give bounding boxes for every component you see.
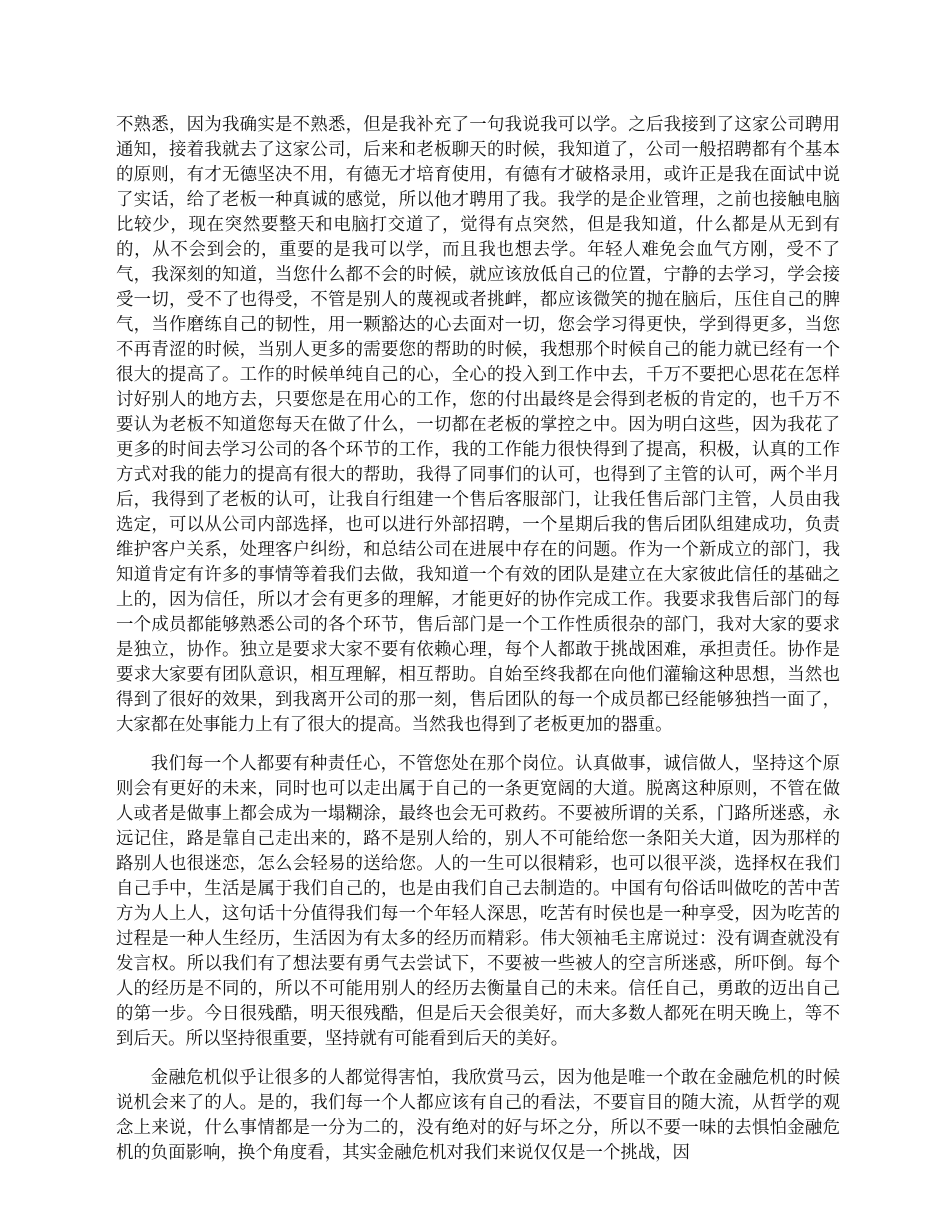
document-page xyxy=(116,113,840,1180)
paragraph-2: 我们每一个人都要有种责任心，不管您处在那个岗位。认真做事，诚信做人，坚持这个原则会有更好的未来，同时也可以走出属于自己的一条更宽阔的大道。脱离这种原则，不管在做人或者是做事上都会成为一塌糊涂，最终也会无可救药。不要被所谓的关系，门路所迷惑，永远记住，路是靠自己走出来的，路不是别人给的，别人不可能给您一条阳关大道，因为那样的路别人也很迷恋，怎么会轻易的送给您。人的一生可以很精彩，也可以很平淡，选择权在我们自己手中，生活是属于我们自己的，也是由我们自己去制造的。中国有句俗话叫做吃的苦中苦方为人上人，这句话十分值得我们每一个年轻人深思，吃苦有时侯也是一种享受，因为吃苦的过程是一种人生经历，生活因为有太多的经历而精彩。伟大领袖毛主席说过：没有调查就没有发言权。所以我们有了想法要有勇气去尝试下，不要被一些被人的空言所迷惑，所吓倒。每个人的经历是不同的，所以不可能用别人的经历去衡量自己的未来。信任自己，勇敢的迈出自己的第一步。今日很残酷，明天很残酷，但是后天会很美好，而大多数人都死在明天晚上，等不到后天。所以坚持很重要，坚持就有可能看到后天的美好。 xyxy=(116,754,840,1049)
paragraph-1: 不熟悉，因为我确实是不熟悉，但是我补充了一句我说我可以学。之后我接到了这家公司聘用通知，接着我就去了这家公司，后来和老板聊天的时候，我知道了，公司一般招聘都有个基本的原则，有才无德坚决不用，有德无才培育使用，有德有才破格录用，或许正是我在面试中说了实话，给了老板一种真诚的感觉，所以他才聘用了我。我学的是企业管理，之前也接触电脑比较少，现在突然要整天和电脑打交道了，觉得有点突然，但是我知道，什么都是从无到有的，从不会到会的，重要的是我可以学，而且我也想去学。年轻人难免会血气方刚，受不了气，我深刻的知道，当您什么都不会的时候，就应该放低自己的位置，宁静的去学习，学会接受一切，受不了也得受，不管是别人的蔑视或者挑衅，都应该微笑的抛在脑后，压住自己的脾气，当作磨练自己的韧性，用一颗豁达的心去面对一切，您会学习得更快，学到得更多，当您不再青涩的时候，当别人更多的需要您的帮助的时候，我想那个时候自己的能力就已经有一个很大的提高了。工作的时候单纯自己的心，全心的投入到工作中去，千万不要把心思花在怎样讨好别人的地方去，只要您是在用心的工作，您的付出最终是会得到老板的肯定的，也千万不要认为老板不知道您每天在做了什么，一切都在老板的掌控之中。因为明白这些，因为我花了更多的时间去学习公司的各个环节的工作，我的工作能力很快得到了提高，积极，认真的工作方式对我的能力的提高有很大的帮助，我得了同事们的认可，也得到了主管的认可，两个半月后，我得到了老板的认可，让我自行组建一个售后客服部门，让我任售后部门主管，人员由我选定，可以从公司内部选择，也可以进行外部招聘，一个星期后我的售后团队组建成功，负责维护客户关系，处理客户纠纷，和总结公司在进展中存在的问题。作为一个新成立的部门，我知道肯定有许多的事情等着我们去做，我知道一个有效的团队是建立在大家彼此信任的基础之上的，因为信任，所以才会有更多的理解，才能更好的协作完成工作。我要求我售后部门的每一个成员都能够熟悉公司的各个环节，售后部门是一个工作性质很杂的部门，我对大家的要求是独立，协作。独立是要求大家不要有依赖心理，每个人都敢于挑战困难，承担责任。协作是要求大家要有团队意识，相互理解，相互帮助。自始至终我都在向他们灌输这种思想，当然也得到了很好的效果，到我离开公司的那一刻，售后团队的每一个成员都已经能够独挡一面了，大家都在处事能力上有了很大的提高。当然我也得到了老板更加的器重。 xyxy=(116,115,840,735)
paragraph-3: 金融危机似乎让很多的人都觉得害怕，我欣赏马云，因为他是唯一个敢在金融危机的时候说机会来了的人。是的，我们每一个人都应该有自己的看法，不要盲目的随大流，从哲学的观念上来说，什么事情都是一分为二的，没有绝对的好与坏之分，所以不要一味的去惧怕金融危机的负面影响，换个角度看，其实金融危机对我们来说仅仅是一个挑战，因 xyxy=(116,1068,840,1163)
